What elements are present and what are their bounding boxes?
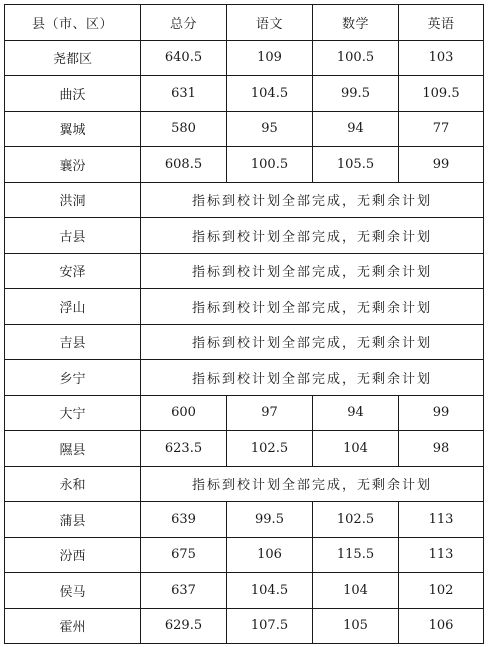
chinese-cell: 97 [227,395,313,431]
english-cell: 77 [399,111,484,147]
county-cell: 霍州 [5,608,141,644]
english-cell: 103 [399,40,484,76]
county-cell: 襄汾 [5,147,141,183]
score-table-body [5,5,484,644]
note-cell: 指标到校计划全部完成，无剩余计划 [141,253,484,289]
header-total: 总分 [141,5,227,41]
table-row [5,608,484,644]
chinese-cell: 107.5 [227,608,313,644]
county-cell: 乡宁 [5,360,141,396]
math-cell: 94 [313,395,399,431]
note-cell: 指标到校计划全部完成，无剩余计划 [141,466,484,502]
county-cell: 吉县 [5,324,141,360]
table-row [5,289,484,325]
english-cell: 102 [399,573,484,609]
table-row [5,537,484,573]
table-row [5,502,484,538]
note-cell: 指标到校计划全部完成，无剩余计划 [141,182,484,218]
note-cell: 指标到校计划全部完成，无剩余计划 [141,324,484,360]
math-cell: 105.5 [313,147,399,183]
total-cell: 623.5 [141,431,227,467]
county-cell: 翼城 [5,111,141,147]
table-row [5,218,484,254]
note-cell: 指标到校计划全部完成，无剩余计划 [141,360,484,396]
county-cell: 侯马 [5,573,141,609]
chinese-cell: 99.5 [227,502,313,538]
header-county: 县（市、区） [5,5,141,41]
note-cell: 指标到校计划全部完成，无剩余计划 [141,289,484,325]
english-cell: 113 [399,537,484,573]
county-cell: 大宁 [5,395,141,431]
table-row [5,40,484,76]
county-cell: 汾西 [5,537,141,573]
english-cell: 99 [399,147,484,183]
math-cell: 104 [313,431,399,467]
chinese-cell: 104.5 [227,76,313,112]
english-cell: 98 [399,431,484,467]
total-cell: 608.5 [141,147,227,183]
total-cell: 580 [141,111,227,147]
math-cell: 115.5 [313,537,399,573]
chinese-cell: 109 [227,40,313,76]
header-chinese: 语文 [227,5,313,41]
chinese-cell: 102.5 [227,431,313,467]
county-cell: 安泽 [5,253,141,289]
table-row [5,395,484,431]
table-row [5,182,484,218]
chinese-cell: 95 [227,111,313,147]
county-cell: 曲沃 [5,76,141,112]
note-cell: 指标到校计划全部完成，无剩余计划 [141,218,484,254]
math-cell: 100.5 [313,40,399,76]
total-cell: 640.5 [141,40,227,76]
county-cell: 洪洞 [5,182,141,218]
county-cell: 浮山 [5,289,141,325]
county-cell: 古县 [5,218,141,254]
table-row [5,76,484,112]
table-row [5,431,484,467]
math-cell: 104 [313,573,399,609]
math-cell: 94 [313,111,399,147]
score-table [4,4,484,644]
header-english: 英语 [399,5,484,41]
english-cell: 99 [399,395,484,431]
total-cell: 631 [141,76,227,112]
table-row [5,573,484,609]
table-row [5,360,484,396]
county-cell: 隰县 [5,431,141,467]
county-cell: 尧都区 [5,40,141,76]
total-cell: 637 [141,573,227,609]
total-cell: 629.5 [141,608,227,644]
total-cell: 639 [141,502,227,538]
header-row [5,5,484,41]
table-row [5,253,484,289]
chinese-cell: 100.5 [227,147,313,183]
county-cell: 蒲县 [5,502,141,538]
english-cell: 113 [399,502,484,538]
math-cell: 99.5 [313,76,399,112]
total-cell: 600 [141,395,227,431]
math-cell: 105 [313,608,399,644]
chinese-cell: 106 [227,537,313,573]
county-cell: 永和 [5,466,141,502]
table-row [5,111,484,147]
total-cell: 675 [141,537,227,573]
table-row [5,147,484,183]
table-row [5,466,484,502]
table-row [5,324,484,360]
chinese-cell: 104.5 [227,573,313,609]
english-cell: 106 [399,608,484,644]
math-cell: 102.5 [313,502,399,538]
english-cell: 109.5 [399,76,484,112]
header-math: 数学 [313,5,399,41]
